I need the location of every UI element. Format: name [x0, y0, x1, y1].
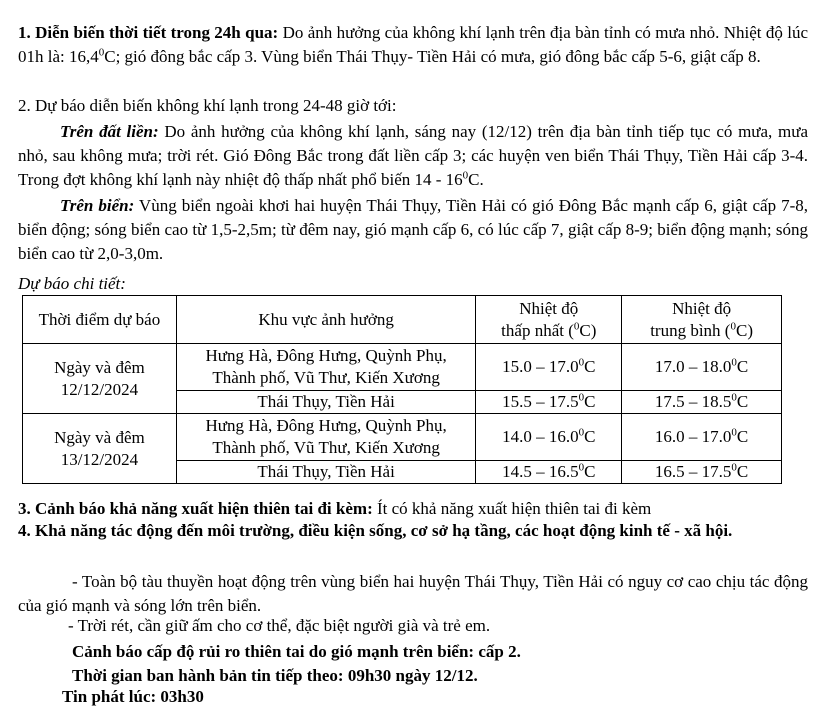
table-row — [23, 414, 782, 461]
min-temp-value: 14.5 – 16.5 — [502, 462, 579, 481]
impact-bullet-2: - Trời rét, cần giữ ấm cho cơ thể, đặc biệt người già và trẻ em. — [68, 616, 491, 635]
degree-sup: 0 — [578, 391, 585, 404]
avg-temp-value: 17.0 – 18.0 — [654, 357, 732, 376]
header-avg-line1: Nhiệt độ — [672, 298, 732, 318]
issued-time: Tin phát lúc: 03h30 — [62, 687, 204, 706]
section-3-text: Ít có khả năng xuất hiện thiên tai đi kèm — [372, 499, 652, 518]
temp-unit: C — [736, 357, 749, 376]
min-temp-value: 15.0 – 17.0 — [502, 357, 579, 376]
next-issue-time: Thời gian ban hành bản tin tiếp theo: 09h30 ngày 12/12. — [72, 666, 478, 685]
header-avg-text: trung bình ( — [650, 320, 731, 340]
day-cell — [23, 414, 177, 484]
degree-sup: 0 — [98, 46, 105, 59]
sea-text: Vùng biển ngoài khơi hai huyện Thái Thụy, Tiền Hải có gió Đông Bắc mạnh cấp 6, giật cấp 7-8, biển động; sóng biển cao từ 1,5-2,5m; từ đêm nay, gió mạnh cấp 6, có lúc cấp 7, giật cấp 8-9; biển động mạnh; sóng biển cao từ 2,0-3,0m. — [18, 196, 808, 263]
day-label: Ngày và đêm — [54, 357, 145, 377]
temp-unit: C — [584, 357, 596, 376]
area-line2: Thành phố, Vũ Thư, Kiến Xương — [212, 438, 440, 457]
min-temp-cell — [476, 344, 622, 391]
sea-label: Trên biển: — [60, 196, 135, 215]
land-label: Trên đất liền: — [60, 122, 159, 141]
section-1-paragraph — [18, 21, 808, 69]
section-2-sea-paragraph — [18, 194, 808, 266]
avg-temp-value: 17.5 – 18.5 — [654, 392, 732, 411]
degree-sup: 0 — [731, 426, 737, 439]
header-area-label: Khu vực ảnh hưởng — [258, 309, 394, 329]
area-line2: Thành phố, Vũ Thư, Kiến Xương — [212, 368, 440, 387]
degree-sup: 0 — [573, 319, 580, 332]
area-cell — [176, 391, 476, 414]
section-1-text-end: C; gió đông bắc cấp 3. Vùng biển Thái Thụy- Tiền Hải có mưa, gió đông bắc cấp 5-6, giật cấp 8. — [104, 47, 761, 66]
avg-temp-cell — [622, 414, 782, 461]
temp-unit: C — [584, 392, 596, 411]
day-cell — [23, 344, 177, 414]
header-min-line1: Nhiệt độ — [519, 298, 579, 318]
forecast-table — [22, 295, 782, 484]
min-temp-cell — [476, 391, 622, 414]
table-header-row — [23, 296, 782, 344]
land-text: Do ảnh hưởng của không khí lạnh, sáng nay (12/12) trên địa bàn tỉnh tiếp tục có mưa, mưa nhỏ, sau không mưa; trời rét. Gió Đông Bắc trong đất liền cấp 3; các huyện ven biển Thái Thụy, Tiền Hải cấp 3-4. Trong đợt không khí lạnh này nhiệt độ thấp nhất phổ biến 14 - 16 — [18, 122, 809, 189]
degree-sup: 0 — [731, 356, 737, 369]
area-line1: Hưng Hà, Đông Hưng, Quỳnh Phụ, — [205, 346, 447, 365]
header-avg-temp — [622, 296, 782, 344]
header-time — [23, 296, 177, 344]
section-1-text: Do ảnh hưởng của không khí lạnh trên địa bàn tỉnh có mưa nhỏ. Nhiệt độ lúc 01h là: 16,4 — [18, 23, 808, 66]
min-temp-cell — [476, 461, 622, 484]
min-temp-value: 14.0 – 16.0 — [502, 427, 579, 446]
avg-temp-cell — [622, 461, 782, 484]
degree-sup: 0 — [578, 356, 585, 369]
degree-sup: 0 — [731, 391, 737, 404]
temp-unit: C — [736, 462, 749, 481]
detail-label: Dự báo chi tiết: — [18, 274, 126, 293]
area-cell — [176, 414, 476, 461]
header-avg-line2 — [626, 320, 777, 342]
header-min-text: thấp nhất ( — [501, 320, 574, 340]
header-min-line2 — [480, 320, 617, 342]
degree-sup: 0 — [462, 169, 469, 182]
min-temp-value: 15.5 – 17.5 — [502, 392, 579, 411]
day-date: 13/12/2024 — [60, 449, 139, 469]
temp-unit: C — [584, 427, 596, 446]
section-3-heading: 3. Cảnh báo khả năng xuất hiện thiên tai đi kèm: — [18, 499, 373, 518]
area-label: Thái Thụy, Tiền Hải — [257, 462, 395, 481]
avg-temp-cell — [622, 391, 782, 414]
area-cell — [176, 344, 476, 391]
degree-sup: 0 — [578, 426, 585, 439]
section-3-paragraph — [18, 497, 808, 521]
degree-sup: 0 — [730, 319, 736, 332]
header-min-unit: C) — [579, 320, 597, 340]
risk-warning: Cảnh báo cấp độ rủi ro thiên tai do gió mạnh trên biển: cấp 2. — [72, 642, 521, 661]
temp-unit: C — [584, 462, 596, 481]
header-avg-unit: C) — [735, 320, 753, 340]
section-2-land-paragraph — [18, 120, 808, 192]
day-label: Ngày và đêm — [54, 427, 145, 447]
area-label: Thái Thụy, Tiền Hải — [257, 392, 395, 411]
header-time-label: Thời điểm dự báo — [38, 309, 161, 329]
header-min-temp — [476, 296, 622, 344]
avg-temp-value: 16.0 – 17.0 — [654, 427, 732, 446]
degree-sup: 0 — [731, 461, 737, 474]
section-2-heading: 2. Dự báo diễn biến không khí lạnh trong 24-48 giờ tới: — [18, 96, 397, 115]
area-cell — [176, 461, 476, 484]
min-temp-cell — [476, 414, 622, 461]
section-4-heading: 4. Khả năng tác động đến môi trường, điều kiện sống, cơ sở hạ tầng, các hoạt động kinh tế - xã hội. — [18, 521, 733, 540]
avg-temp-value: 16.5 – 17.5 — [654, 462, 732, 481]
section-1-heading: 1. Diễn biến thời tiết trong 24h qua: — [18, 23, 279, 42]
temp-unit: C — [736, 427, 749, 446]
temp-unit: C — [736, 392, 749, 411]
area-line1: Hưng Hà, Đông Hưng, Quỳnh Phụ, — [205, 416, 447, 435]
land-text-end: C. — [468, 170, 484, 189]
day-date: 12/12/2024 — [60, 379, 139, 399]
table-row — [23, 344, 782, 391]
avg-temp-cell — [622, 344, 782, 391]
degree-sup: 0 — [578, 461, 585, 474]
impact-bullet-1: - Toàn bộ tàu thuyền hoạt động trên vùng biển hai huyện Thái Thụy, Tiền Hải có nguy cơ cao chịu tác động của gió mạnh và sóng lớn trên biển. — [18, 572, 808, 615]
header-area — [176, 296, 476, 344]
